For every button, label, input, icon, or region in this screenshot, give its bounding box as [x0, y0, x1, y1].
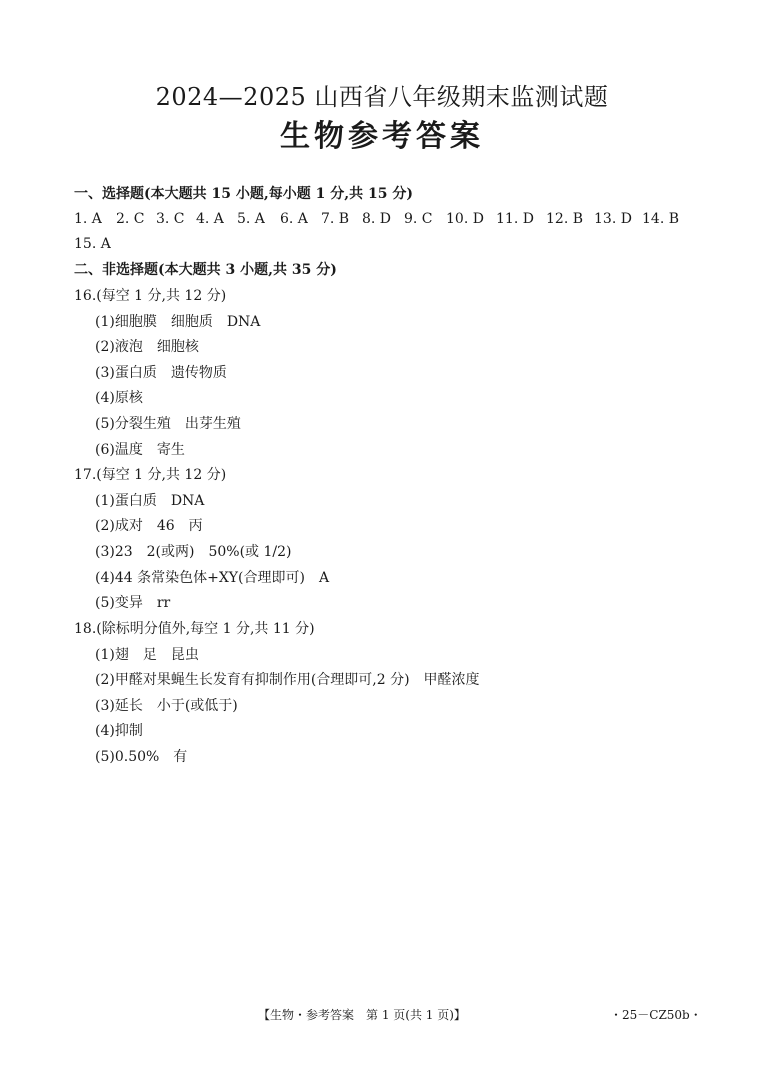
question-17-header: 17.(每空 1 分,共 12 分)	[74, 467, 227, 483]
mcq-answer: 4. A	[196, 211, 224, 227]
mcq-answer: 11. D	[496, 211, 534, 227]
mcq-answer: 9. C	[404, 211, 433, 227]
mcq-answer: 8. D	[362, 211, 392, 227]
answer-line: (1)蛋白质 DNA	[95, 493, 205, 509]
section1-heading: 一、选择题(本大题共 15 小题,每小题 1 分,共 15 分)	[74, 186, 413, 202]
mcq-answer: 3. C	[156, 211, 185, 227]
answer-line: (4)44 条常染色体+XY(合理即可) A	[95, 570, 330, 586]
question-18-header: 18.(除标明分值外,每空 1 分,共 11 分)	[74, 621, 315, 637]
answer-line: (2)甲醛对果蝇生长发育有抑制作用(合理即可,2 分) 甲醛浓度	[95, 672, 480, 688]
answer-line: (1)细胞膜 细胞质 DNA	[95, 314, 261, 330]
mcq-answer: 14. B	[642, 211, 680, 227]
answer-line: (1)翅 足 昆虫	[95, 647, 199, 663]
answer-line: (4)原核	[95, 390, 143, 406]
mcq-answer: 6. A	[280, 211, 308, 227]
answer-line: (3)延长 小于(或低于)	[95, 698, 238, 714]
answer-line: (4)抑制	[95, 723, 143, 739]
answer-line: (5)分裂生殖 出芽生殖	[95, 416, 241, 432]
answer-line: (5)0.50% 有	[95, 749, 188, 765]
answer-line: (6)温度 寄生	[95, 442, 185, 458]
answer-line: (3)蛋白质 遗传物质	[95, 365, 227, 381]
answer-line: (3)23 2(或两) 50%(或 1/2)	[95, 544, 292, 560]
section2-heading: 二、非选择题(本大题共 3 小题,共 35 分)	[74, 262, 337, 278]
mcq-answer: 7. B	[321, 211, 350, 227]
mcq-answer: 15. A	[74, 236, 111, 252]
page-footer-center: 【生物・参考答案 第 1 页(共 1 页)】	[258, 1008, 466, 1022]
mcq-answer: 2. C	[116, 211, 145, 227]
mcq-answer: 12. B	[546, 211, 584, 227]
page-subtitle: 生物参考答案	[280, 119, 484, 154]
page-footer-code: ・25－CZ50b・	[610, 1008, 702, 1022]
question-16-header: 16.(每空 1 分,共 12 分)	[74, 288, 227, 304]
answer-line: (2)液泡 细胞核	[95, 339, 199, 355]
mcq-answer: 5. A	[237, 211, 265, 227]
page-title: 2024—2025 山西省八年级期末监测试题	[155, 83, 609, 111]
mcq-answer: 13. D	[594, 211, 632, 227]
answer-line: (5)变异 rr	[95, 595, 171, 611]
mcq-answer: 10. D	[446, 211, 484, 227]
mcq-answer: 1. A	[74, 211, 102, 227]
answer-line: (2)成对 46 丙	[95, 518, 203, 534]
